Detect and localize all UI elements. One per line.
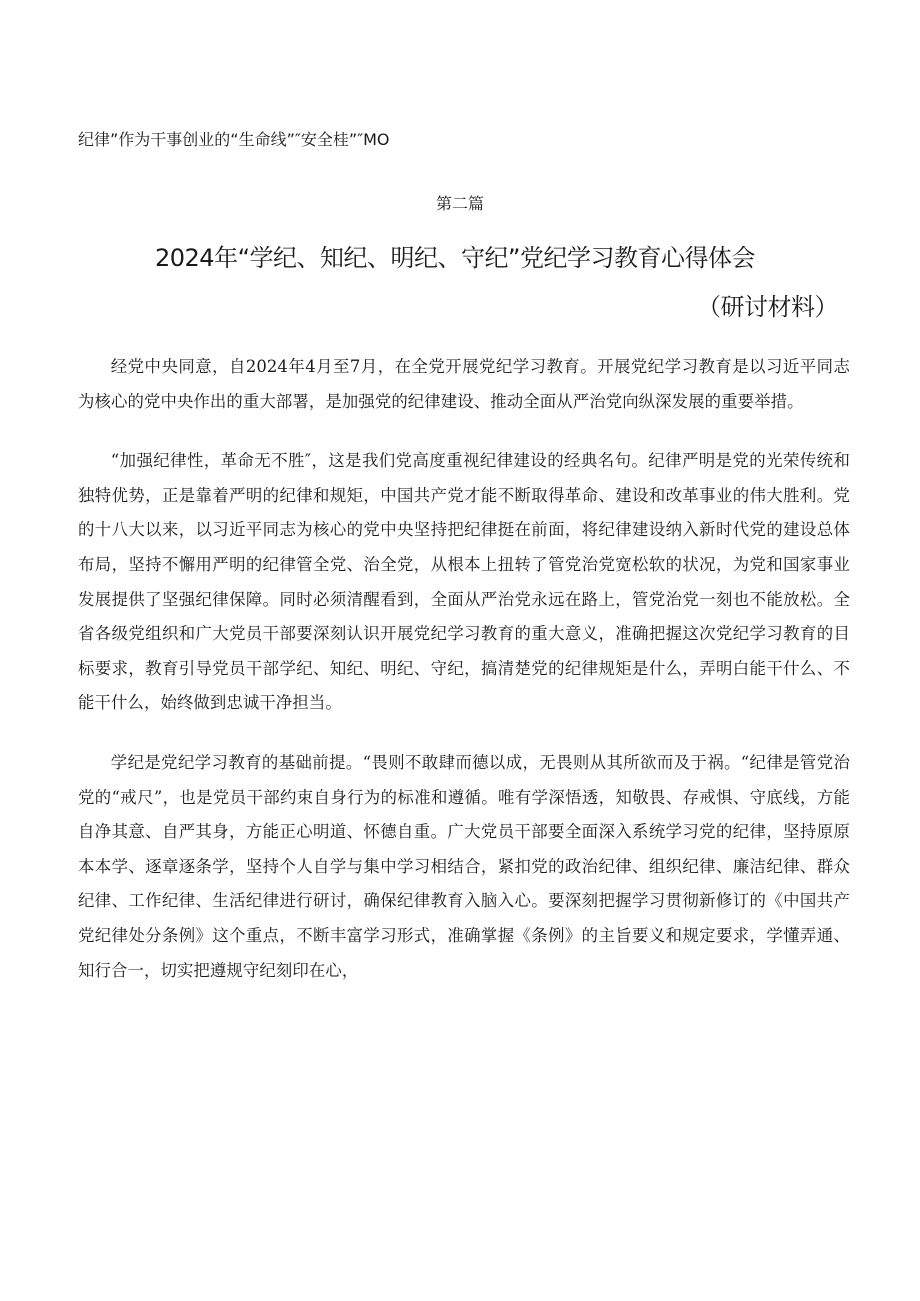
section-label: 第二篇 (435, 194, 484, 213)
paragraph: “加强纪律性，革命无不胜″，这是我们党高度重视纪律建设的经典名句。纪律严明是党的光荣传统和独特优势，正是靠着严明的纪律和规矩，中国共产党才能不断取得革命、建设和改革事业的伟大胜利。党的十八大以来，以习近平同志为核心的党中央坚持把纪律挺在前面，将纪律建设纳入新时代党的建设总体布局，坚持不懈用严明的纪律管全党、治全党，从根本上扭转了管党治党宽松软的状况，为党和国家事业发展提供了坚强纪律保障。同时必须清醒看到，全面从严治党永远在路上，管党治党一刻也不能放松。全省各级党组织和广大党员干部要深刻认识开展党纪学习教育的重大意义，准确把握这次党纪学习教育的目标要求，教育引导党员干部学纪、知纪、明纪、守纪，搞清楚党的纪律规矩是什么，弄明白能干什么、不能干什么，始终做到忠诚干净担当。 (78, 451, 850, 713)
document-subtitle: （研讨材料） (697, 293, 838, 321)
document-body (78, 350, 850, 1013)
document-title: 2024年“学纪、知纪、明纪、守纪”党纪学习教育心得体会 (155, 244, 755, 272)
carryover-line: 纪律”作为干事创业的“生命线”″安全桂”″MO (78, 130, 390, 149)
paragraph: 经党中央同意，自2024年4月至7月，在全党开展党纪学习教育。开展党纪学习教育是以习近平同志为核心的党中央作出的重大部署，是加强党的纪律建设、推动全面从严治党向纵深发展的重要举措。 (78, 357, 850, 411)
paragraph: 学纪是党纪学习教育的基础前提。“畏则不敢肆而德以成，无畏则从其所欲而及于祸。“纪律是管党治党的“戒尺”，也是党员干部约束自身行为的标准和遵循。唯有学深悟透，知敬畏、存戒惧、守底线，方能自净其意、自严其身，方能正心明道、怀德自重。广大党员干部要全面深入系统学习党的纪律，坚持原原本本学、逐章逐条学，坚持个人自学与集中学习相结合，紧扣党的政治纪律、组织纪律、廉洁纪律、群众纪律、工作纪律、生活纪律进行研讨，确保纪律教育入脑入心。要深刻把握学习贯彻新修订的《中国共产党纪律处分条例》这个重点，不断丰富学习形式，准确掌握《条例》的主旨要义和规定要求，学懂弄通、知行合一，切实把遵规守纪刻印在心， (78, 752, 850, 980)
